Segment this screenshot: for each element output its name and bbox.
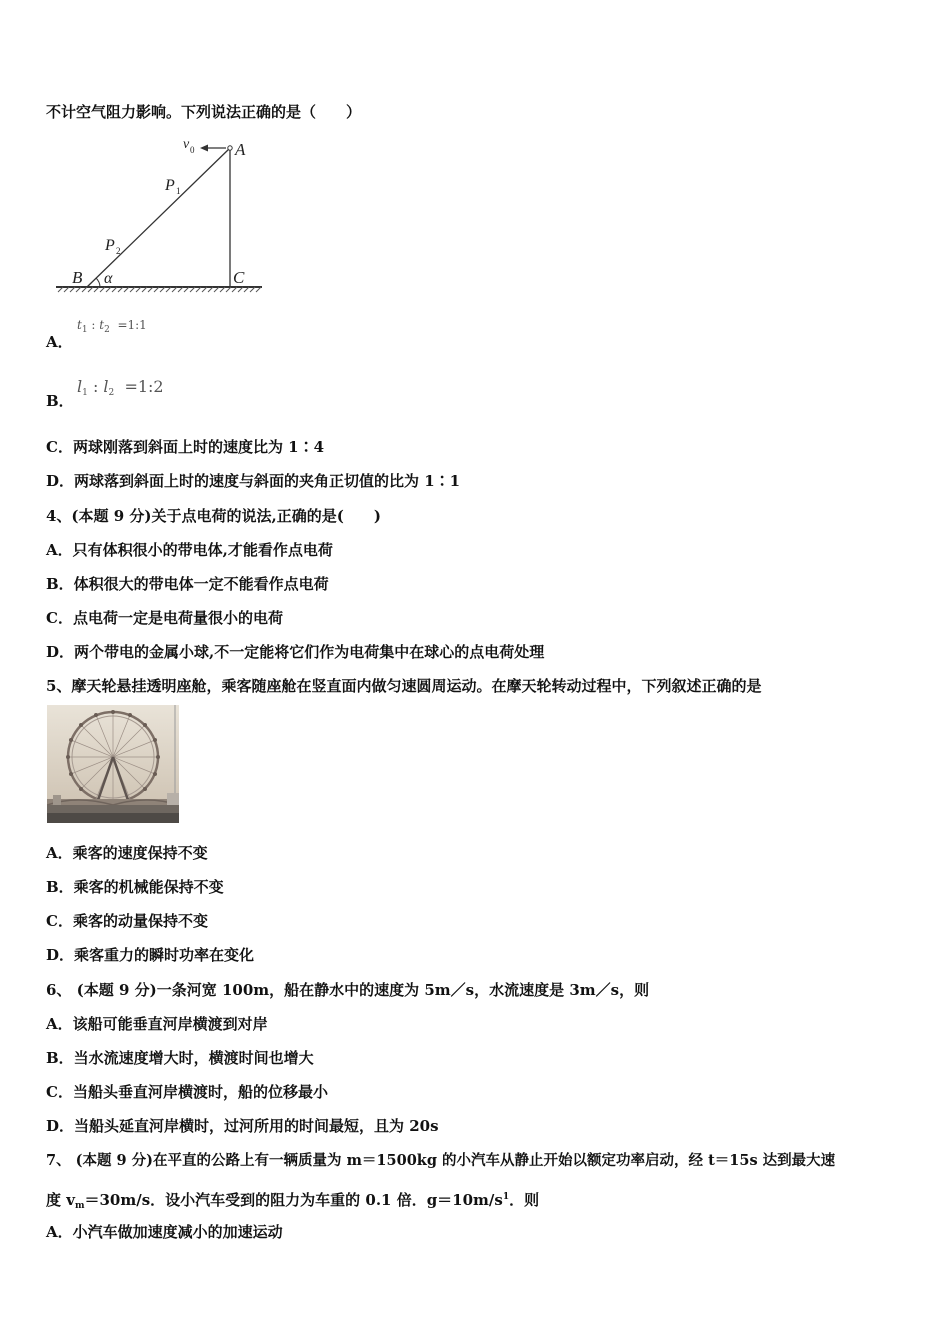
label-A: A [235,140,246,159]
label-P1-sub: 1 [176,186,181,196]
q4-option-c: C．点电荷一定是电荷量很小的电荷 [46,609,283,627]
q5-option-a: A．乘客的速度保持不变 [46,844,208,862]
incline-diagram [54,134,269,296]
q7-stem-line1: 7、 (本题 9 分)在平直的公路上有一辆质量为 m＝1500kg 的小汽车从静止开始以额定功率启动，经 t＝15s 达到最大速 [46,1152,836,1169]
q7-option-a: A．小汽车做加速度减小的加速运动 [46,1223,283,1241]
q3-option-d: D．两球落到斜面上时的速度与斜面的夹角正切值的比为 1∶1 [46,472,461,490]
q5-option-c: C．乘客的动量保持不变 [46,912,208,930]
label-P1: P [165,177,175,194]
q7-stem-line2: 度 $v_m=30m/s$．设小汽车受到的阻力为车重的 0.1 倍．$g=10m/s^1$．则 [46,1191,540,1211]
q3-option-b-formula: $l_1$ : $l_2$ =1:2 [77,377,164,398]
q6-option-d: D．当船头延直河岸横时，过河所用的时间最短，且为 20s [46,1117,439,1135]
q5-stem: 5、摩天轮悬挂透明座舱，乘客随座舱在竖直面内做匀速圆周运动。在摩天轮转动过程中，下列叙述正确的是 [46,677,762,695]
label-P2-sub: 2 [116,246,121,256]
q6-option-a: A．该船可能垂直河岸横渡到对岸 [46,1015,268,1033]
q3-option-b-label: B． [46,392,74,410]
ferris-wheel-photo [47,705,179,823]
q4-option-b: B．体积很大的带电体一定不能看作点电荷 [46,575,329,593]
label-v0-sub: 0 [190,145,195,155]
q3-option-a-label: A． [46,333,73,351]
q5-option-b: B．乘客的机械能保持不变 [46,878,224,896]
q4-option-d: D．两个带电的金属小球,不一定能将它们作为电荷集中在球心的点电荷处理 [46,643,545,661]
q3-option-a-formula: $t_1$ : $t_2$ =1:1 [77,318,147,335]
label-C: C [233,268,245,287]
q6-option-c: C．当船头垂直河岸横渡时，船的位移最小 [46,1083,328,1101]
label-B: B [72,268,83,287]
label-v0: v [183,137,190,152]
q4-option-a: A．只有体积很小的带电体,才能看作点电荷 [46,541,333,559]
q3-option-c: C．两球刚落到斜面上时的速度比为 1∶4 [46,438,325,456]
q6-option-b: B．当水流速度增大时，横渡时间也增大 [46,1049,314,1067]
q6-stem: 6、 (本题 9 分)一条河宽 100m，船在静水中的速度为 5m／s，水流速度是 3m／s，则 [46,981,650,999]
q5-option-d: D．乘客重力的瞬时功率在变化 [46,946,255,964]
q4-stem: 4、(本题 9 分)关于点电荷的说法,正确的是( ) [46,507,381,525]
label-P2: P [105,237,115,254]
intro-line: 不计空气阻力影响。下列说法正确的是（ ） [46,103,362,121]
label-alpha: α [104,270,113,287]
